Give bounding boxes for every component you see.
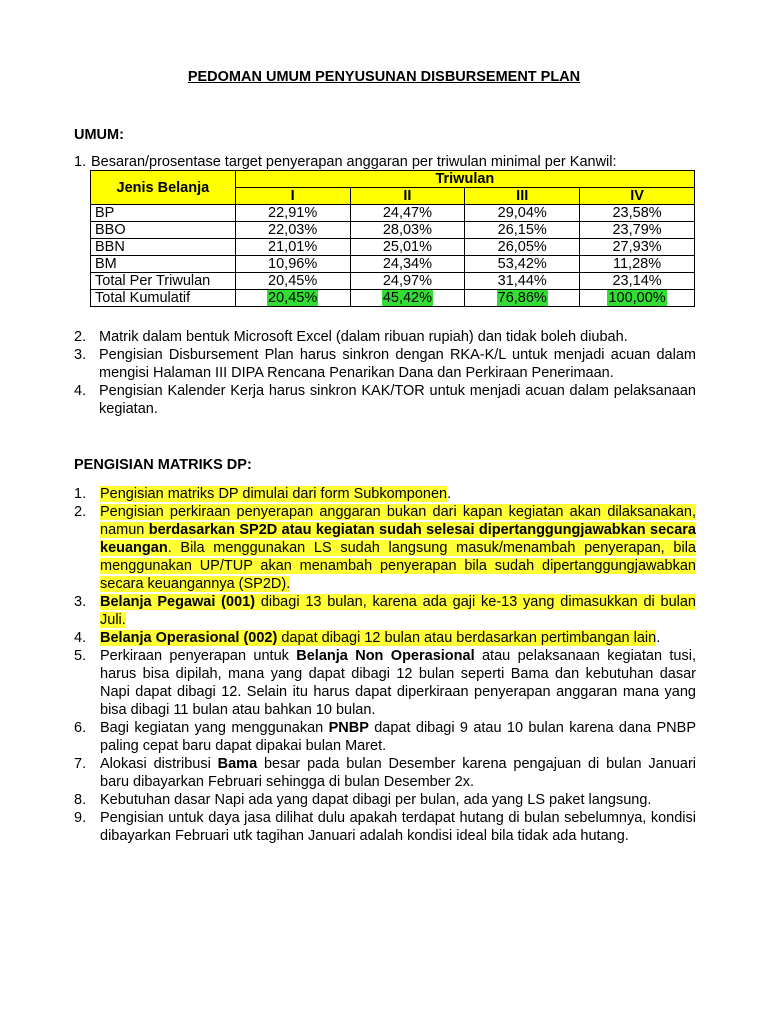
document-title: PEDOMAN UMUM PENYUSUNAN DISBURSEMENT PLAN <box>187 69 581 85</box>
item-text: Bagi kegiatan yang menggunakan <box>100 720 329 736</box>
table-cell: 24,34% <box>350 256 465 273</box>
umum-heading: UMUM: <box>74 127 124 143</box>
quarter-header: IV <box>580 188 695 205</box>
item-number: 5. <box>74 648 87 664</box>
table-cell: 20,45% <box>235 273 350 290</box>
item-text: Alokasi distribusi <box>100 756 218 772</box>
item-text: besar pada bulan Desember karena pengajuan di bulan Januari baru dibayarkan Februari sehingga di bulan Desember 2x. <box>100 756 696 790</box>
list-item <box>74 382 696 418</box>
list-item <box>74 629 696 647</box>
item-bold-text: Bama <box>217 756 258 772</box>
item-bold-text: Belanja Pegawai (001) <box>100 594 256 610</box>
row-label: BBN <box>91 239 236 256</box>
cumulative-value: 20,45% <box>268 290 318 306</box>
item-number: 8. <box>74 792 87 808</box>
item-text: Matrik dalam bentuk Microsoft Excel (dalam ribuan rupiah) dan tidak boleh diubah. <box>99 329 628 345</box>
quarter-header: III <box>465 188 580 205</box>
table-cell <box>580 290 695 307</box>
item-text: Pengisian matriks DP dimulai dari form Subkomponen <box>100 486 448 502</box>
item-number: 4. <box>74 630 87 646</box>
table-cell: 29,04% <box>465 205 580 222</box>
list-item <box>74 809 696 845</box>
row-label: BM <box>91 256 236 273</box>
item-text: dapat dibagi 9 atau 10 bulan karena dana PNBP paling cepat baru dapat dipakai bulan Maret. <box>100 720 696 754</box>
table-cell: 24,47% <box>350 205 465 222</box>
item-number: 3. <box>74 594 87 610</box>
item-tail: . <box>447 486 452 502</box>
umum-list <box>74 328 696 418</box>
list-item <box>74 647 696 719</box>
table-cell: 24,97% <box>350 273 465 290</box>
item-text: dapat dibagi 12 bulan atau berdasarkan pertimbangan lain <box>277 630 657 646</box>
list-item <box>74 485 696 503</box>
list-item <box>74 593 696 629</box>
list-item <box>74 791 696 809</box>
item-text: dibagi 13 bulan, karena ada gaji ke-13 yang dimasukkan di bulan Juli. <box>100 594 697 628</box>
table-cell: 26,15% <box>465 222 580 239</box>
table-cell: 53,42% <box>465 256 580 273</box>
list-item <box>74 346 696 382</box>
quarter-header: I <box>235 188 350 205</box>
item-text: Kebutuhan dasar Napi ada yang dapat dibagi per bulan, ada yang LS paket langsung. <box>100 792 652 808</box>
list-item <box>74 503 696 593</box>
item-text: Pengisian Kalender Kerja harus sinkron KAK/TOR untuk menjadi acuan dalam pelaksanaan kegiatan. <box>99 383 696 417</box>
umum-item-1-text: Besaran/prosentase target penyerapan anggaran per triwulan minimal per Kanwil: <box>91 154 617 170</box>
umum-item-1-number: 1. <box>74 154 87 170</box>
table-cell: 22,91% <box>235 205 350 222</box>
cumulative-value: 45,42% <box>382 290 433 306</box>
table-cell <box>350 290 465 307</box>
row-label: Total Per Triwulan <box>91 273 236 290</box>
table-cell <box>235 290 350 307</box>
item-bold-text: Belanja Non Operasional <box>296 648 475 664</box>
item-text: . Bila menggunakan LS sudah langsung masuk/menambah penyerapan, bila menggunakan UP/TUP akan menambah penyerapan bila sudah dipertanggungjawabkan secara keuangannya (SP2D). <box>100 540 696 592</box>
matriks-list <box>74 485 696 845</box>
cumulative-value: 76,86% <box>497 290 547 306</box>
list-item <box>74 328 696 346</box>
table-cell: 23,14% <box>580 273 695 290</box>
item-text: Pengisian perkiraan penyerapan anggaran bukan dari kapan kegiatan akan dilaksanakan, namun <box>100 504 696 538</box>
table-row <box>91 239 695 256</box>
item-number: 6. <box>74 720 87 736</box>
item-number: 9. <box>74 810 87 826</box>
item-number: 4. <box>74 383 87 399</box>
item-text: Pengisian Disbursement Plan harus sinkron dengan RKA-K/L untuk menjadi acuan dalam mengisi Halaman III DIPA Rencana Penarikan Dana dan Perkiraan Penerimaan. <box>99 347 696 381</box>
table-row <box>91 222 695 239</box>
item-number: 1. <box>74 486 87 502</box>
item-tail: . <box>656 630 661 646</box>
table-cell: 23,58% <box>580 205 695 222</box>
item-text: atau pelaksanaan kegiatan tusi, harus bisa dipilah, mana yang dapat dibagi 12 bulan seperti Bama dan kebutuhan dasar Napi dapat dibagi 12. Selain itu harus dapat diperkiraan penyerapan anggaran mana yang bisa dibagi 11 bulan atau bahkan 10 bulan. <box>100 648 696 718</box>
cumulative-value: 100,00% <box>608 290 666 306</box>
table-cell: 23,79% <box>580 222 695 239</box>
table-row <box>91 290 695 307</box>
table-row <box>91 273 695 290</box>
row-label: BBO <box>91 222 236 239</box>
table-cell <box>465 290 580 307</box>
matriks-heading: PENGISIAN MATRIKS DP: <box>74 457 252 473</box>
table-cell: 21,01% <box>235 239 350 256</box>
table-cell: 11,28% <box>580 256 695 273</box>
quarter-header: II <box>350 188 465 205</box>
item-text: Pengisian untuk daya jasa dilihat dulu apakah terdapat hutang di bulan sebelumnya, kondisi dibayarkan Februari utk tagihan Januari adalah kondisi ideal bila tidak ada hutang. <box>100 810 696 844</box>
table-cell: 27,93% <box>580 239 695 256</box>
table-row <box>91 256 695 273</box>
list-item <box>74 719 696 755</box>
list-item <box>74 755 696 791</box>
item-bold-text: Belanja Operasional (002) <box>100 630 278 646</box>
item-text: Perkiraan penyerapan untuk <box>100 648 297 664</box>
item-number: 2. <box>74 329 87 345</box>
table-row <box>91 205 695 222</box>
triwulan-header: Triwulan <box>235 171 694 188</box>
item-number: 7. <box>74 756 87 772</box>
table-cell: 25,01% <box>350 239 465 256</box>
table-cell: 22,03% <box>235 222 350 239</box>
row-label: BP <box>91 205 236 222</box>
table-cell: 26,05% <box>465 239 580 256</box>
row-label: Total Kumulatif <box>91 290 236 307</box>
table-cell: 10,96% <box>235 256 350 273</box>
triwulan-table <box>90 170 695 307</box>
umum-item-1 <box>74 153 696 171</box>
item-bold-text: berdasarkan SP2D atau kegiatan sudah selesai dipertanggungjawabkan secara keuangan <box>100 522 696 556</box>
table-cell: 28,03% <box>350 222 465 239</box>
table-cell: 31,44% <box>465 273 580 290</box>
item-bold-text: PNBP <box>328 720 369 736</box>
item-number: 2. <box>74 504 87 520</box>
jenis-belanja-header: Jenis Belanja <box>91 171 236 205</box>
item-number: 3. <box>74 347 87 363</box>
